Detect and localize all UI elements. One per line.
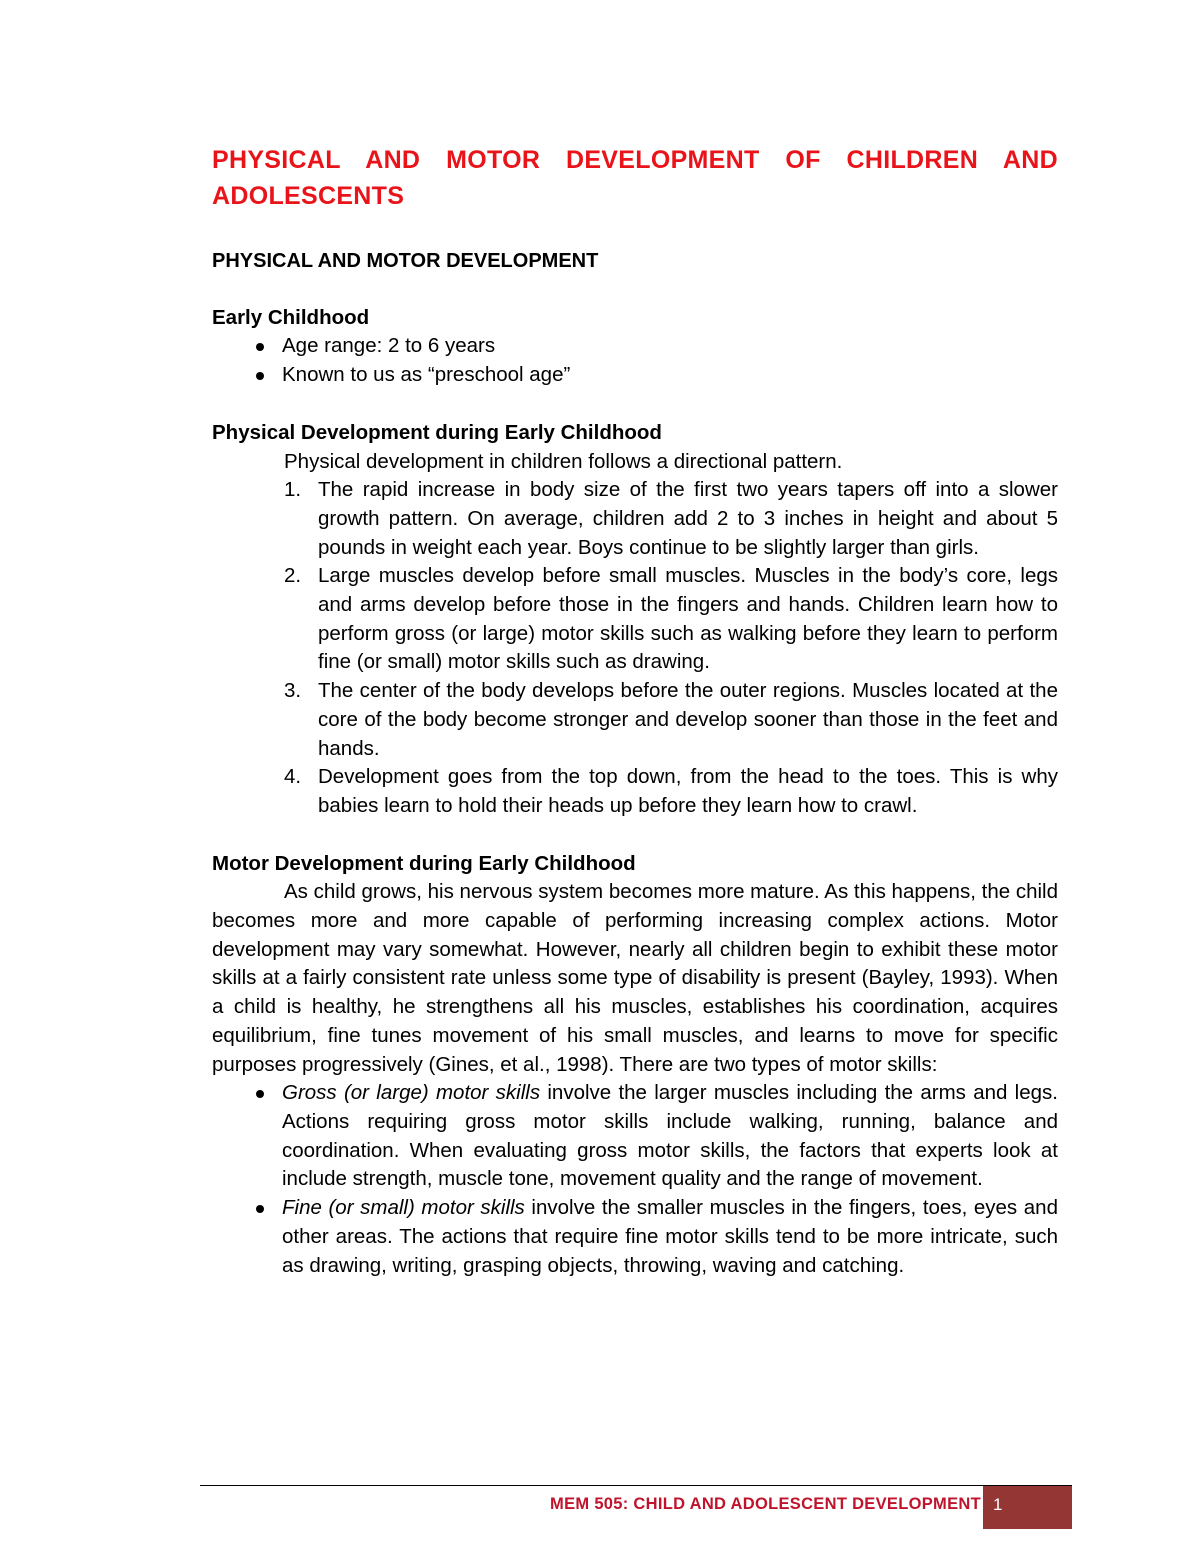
bullet-icon <box>256 372 264 380</box>
skill-term: Gross (or large) motor skills <box>282 1081 541 1105</box>
list-item <box>212 1079 1058 1194</box>
early-childhood-heading: Early Childhood <box>212 305 370 329</box>
motor-paragraph <box>212 878 1058 1079</box>
item-text: Development goes from the top down, from the head to the toes. This is why babies learn to hold their heads up before they learn how to crawl. <box>318 765 1058 817</box>
physical-development-heading: Physical Development during Early Childhood <box>212 420 662 444</box>
skill-term: Fine (or small) motor skills <box>282 1196 525 1220</box>
page-number-box <box>983 1486 1072 1529</box>
item-text: Large muscles develop before small muscles. Muscles in the body’s core, legs and arms develop before those in the fingers and hands. Children learn how to perform gross (or large) motor skills such as walking before they learn to perform fine (or small) motor skills such as drawing. <box>318 564 1058 674</box>
section-heading: PHYSICAL AND MOTOR DEVELOPMENT <box>212 250 599 272</box>
numbered-item <box>212 677 1058 763</box>
physical-intro: Physical development in children follows a directional pattern. <box>284 449 843 473</box>
document-body <box>212 142 1058 1280</box>
physical-development-list <box>212 476 1058 820</box>
motor-skills-list <box>212 1079 1058 1280</box>
page-number: 1 <box>993 1495 1003 1514</box>
footer-divider <box>200 1485 1072 1486</box>
motor-paragraph-text: As child grows, his nervous system becomes more mature. As this happens, the child becomes more and more capable of performing increasing complex actions. Motor development may vary somewhat. However, nearly all children begin to exhibit these motor skills at a fairly consistent rate unless some type of disability is present (Bayley, 1993). When a child is healthy, he strengthens all his muscles, establishes his coordination, acquires equilibrium, fine tunes movement of his small muscles, and learns to move for specific purposes progressively (Gines, et al., 1998). There are two types of motor skills: <box>212 880 1058 1076</box>
bullet-icon <box>256 1090 264 1098</box>
list-item <box>212 1194 1058 1280</box>
list-item <box>212 332 1058 361</box>
numbered-item <box>212 763 1058 820</box>
list-item-text: Age range: 2 to 6 years <box>282 334 496 358</box>
numbered-item <box>212 476 1058 562</box>
early-childhood-list <box>212 332 1058 389</box>
skill-description: involve the larger muscles including the arms and legs. Actions requiring gross motor skills include walking, running, balance and coordination. When evaluating gross motor skills, the factors that experts look at include strength, muscle tone, movement quality and the range of movement. <box>282 1081 1058 1191</box>
item-number: 1. <box>284 478 302 502</box>
motor-development-heading: Motor Development during Early Childhood <box>212 851 636 875</box>
item-number: 3. <box>284 679 302 703</box>
list-item-text: Known to us as “preschool age” <box>282 363 571 387</box>
document-title: PHYSICAL AND MOTOR DEVELOPMENT OF CHILDREN AND ADOLESCENTS <box>212 146 1058 210</box>
item-text: The rapid increase in body size of the first two years tapers off into a slower growth pattern. On average, children add 2 to 3 inches in height and about 5 pounds in weight each year. Boys continue to be slightly larger than girls. <box>318 478 1058 559</box>
footer-course-title: MEM 505: CHILD AND ADOLESCENT DEVELOPMENT <box>550 1495 981 1513</box>
bullet-icon <box>256 1205 264 1213</box>
item-number: 4. <box>284 765 302 789</box>
list-item <box>212 361 1058 390</box>
numbered-item <box>212 562 1058 677</box>
bullet-icon <box>256 343 264 351</box>
item-text: The center of the body develops before the outer regions. Muscles located at the core of the body become stronger and develop sooner than those in the feet and hands. <box>318 679 1058 760</box>
item-number: 2. <box>284 564 302 588</box>
skill-description: involve the smaller muscles in the fingers, toes, eyes and other areas. The actions that require fine motor skills tend to be more intricate, such as drawing, writing, grasping objects, throwing, waving and catching. <box>282 1196 1058 1277</box>
